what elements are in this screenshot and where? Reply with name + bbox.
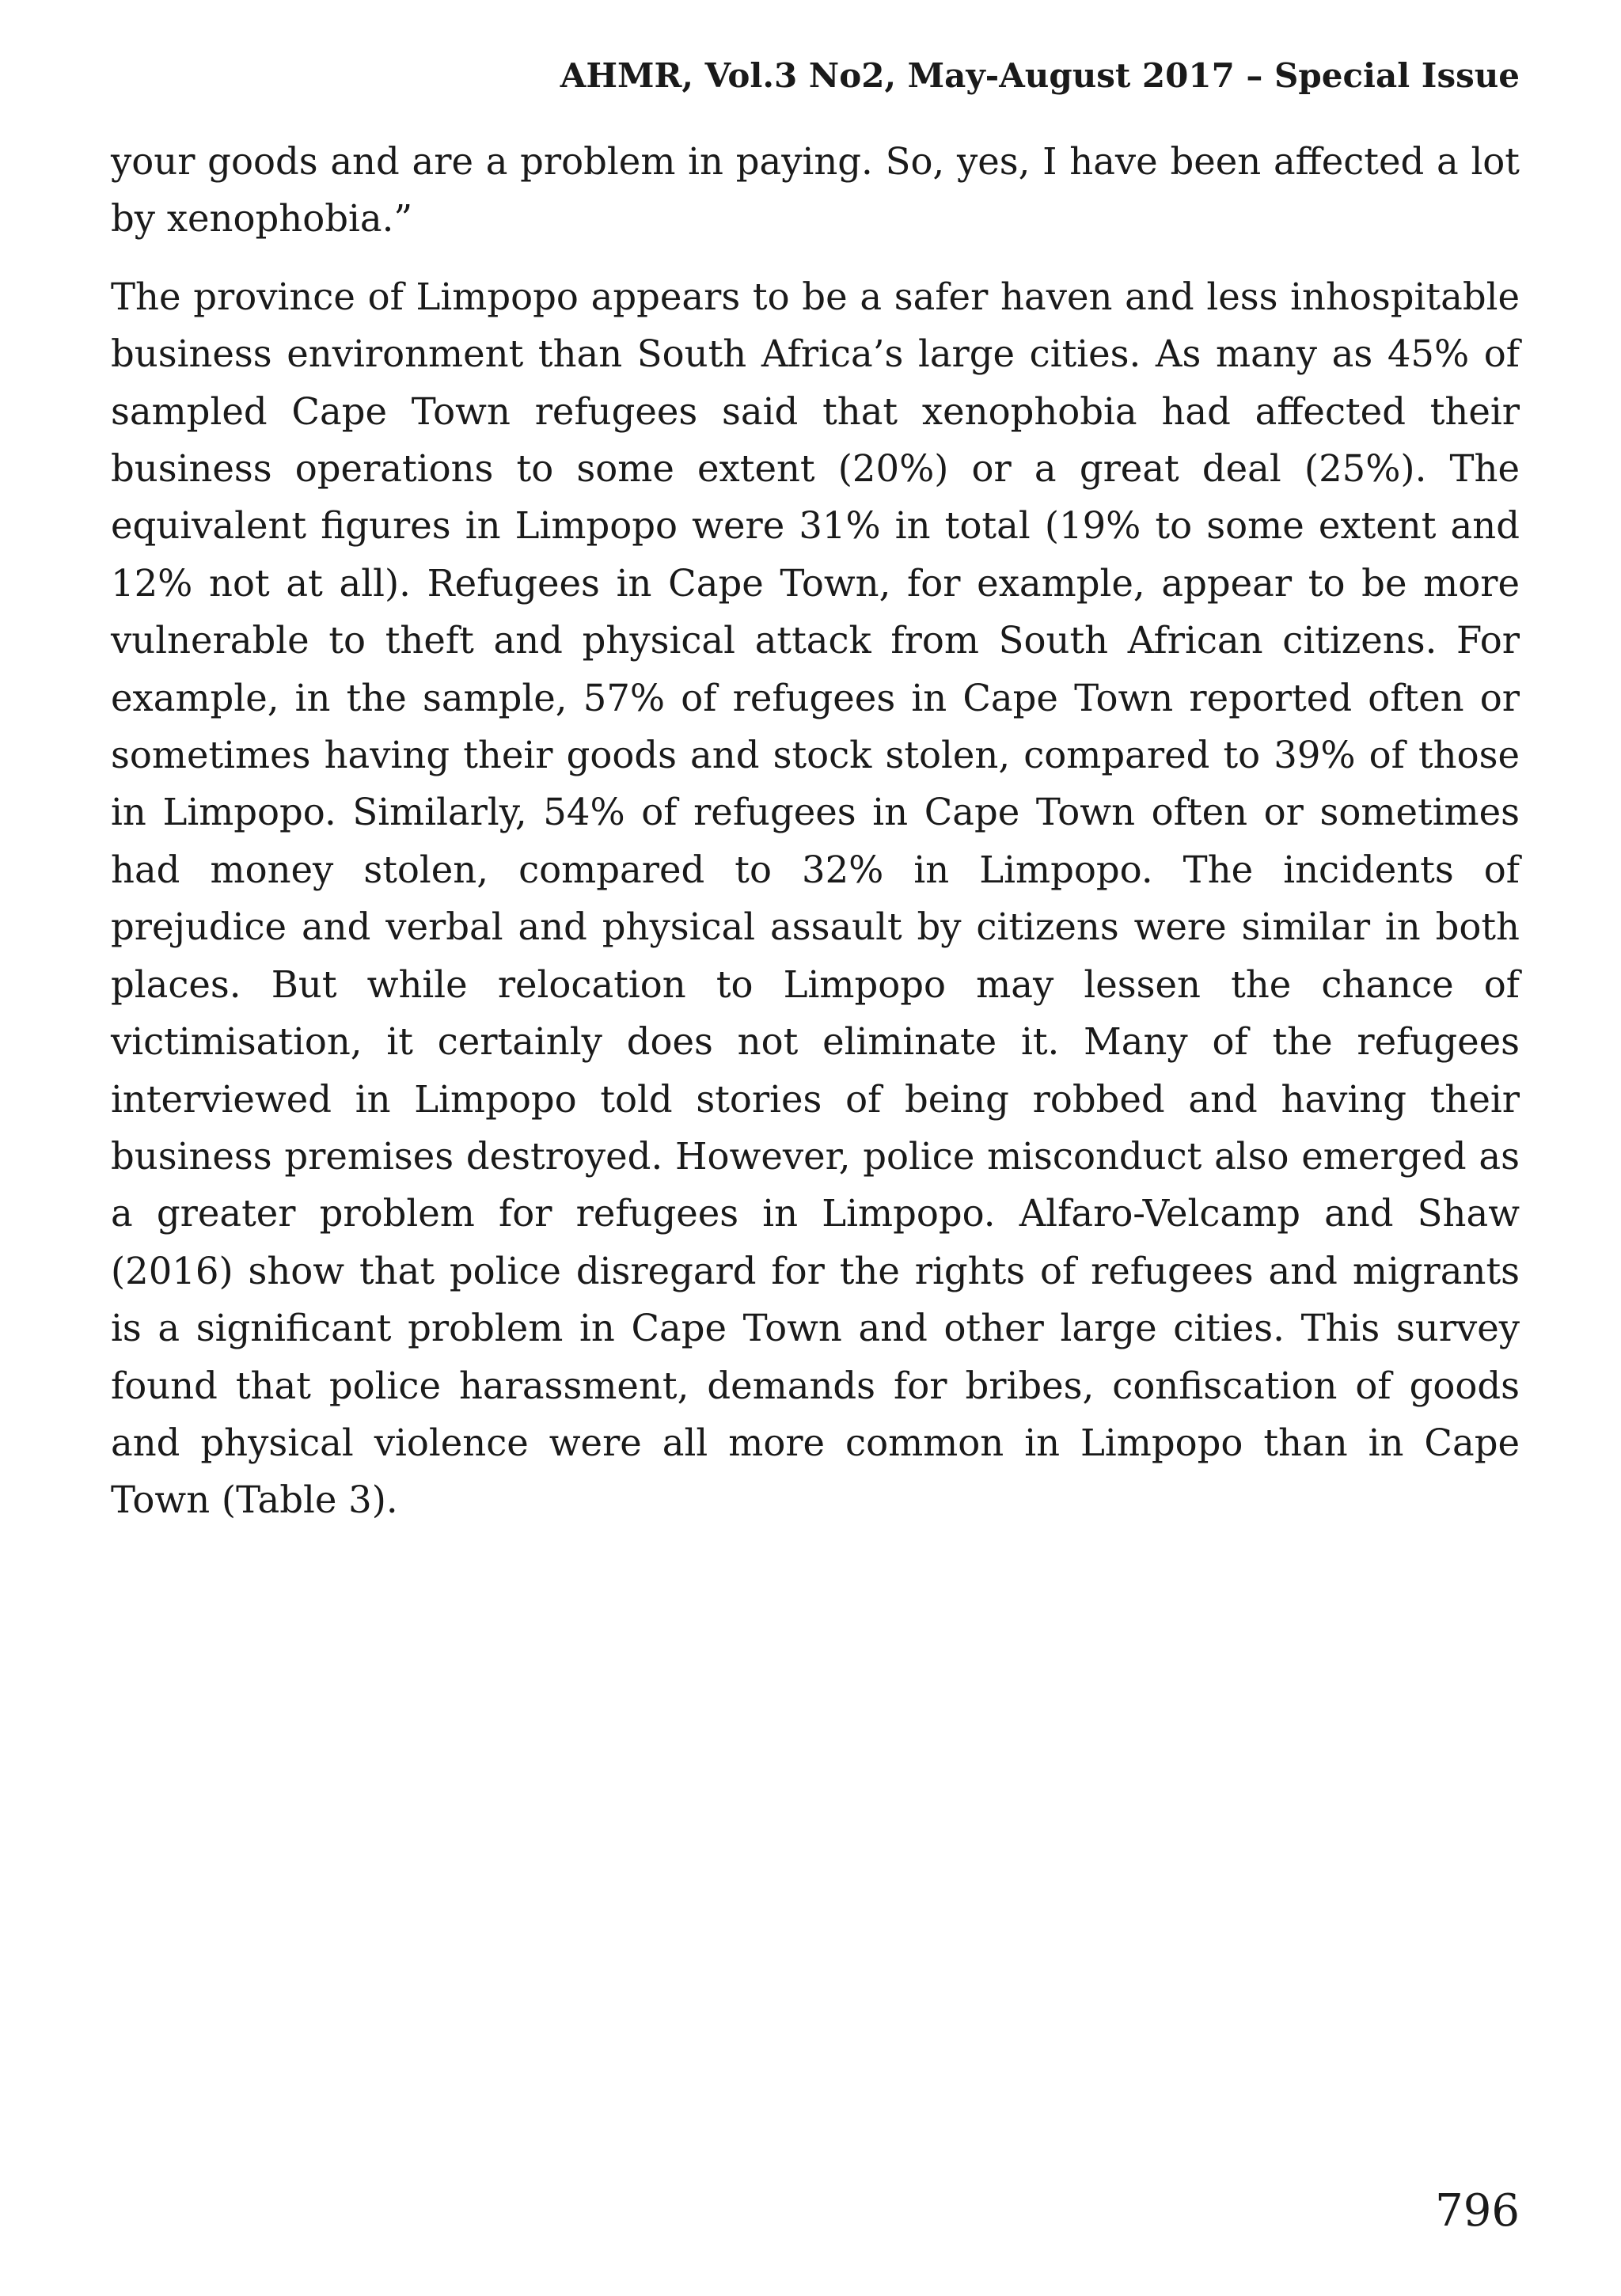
paragraph-limpopo-comparison: The province of Limpopo appears to be a safer haven and less inhospitable business environment than South Africa’s large cities. As many as 45% of sampled Cape Town refugees said that xenophobia had affected their business operations to some extent (20%) or a great deal (25%). The equivalent figures in Limpopo were 31% in total (19% to some extent and 12% not at all). Refugees in Cape Town, for example, appear to be more vulnerable to theft and physical attack from South African citizens. For example, in the sample, 57% of refugees in Cape Town reported often or sometimes having their goods and stock stolen, compared to 39% of those in Limpopo. Similarly, 54% of refugees in Cape Town often or sometimes had money stolen, compared to 32% in Limpopo. The incidents of prejudice and verbal and physical assault by citizens were similar in both places. But while relocation to Limpopo may lessen the chance of victimisation, it certainly does not eliminate it. Many of the refugees interviewed in Limpopo told stories of being robbed and having their business premises destroyed. However, police misconduct also emerged as a greater problem for refugees in Limpopo. Alfaro-Velcamp and Shaw (2016) show that police disregard for the rights of refugees and migrants is a significant problem in Cape Town and other large cities. This survey found that police harassment, demands for bribes, confiscation of goods and physical violence were all more common in Limpopo than in Cape Town (Table 3). (111, 275, 1520, 1522)
paragraph-quote-ending: your goods and are a problem in paying. So, yes, I have been affected a lot by xenophobia.” (111, 140, 1520, 241)
running-header: AHMR, Vol.3 No2, May-August 2017 – Special Issue (560, 56, 1520, 95)
main-content (111, 133, 1520, 1529)
page-number: 796 (1435, 2185, 1520, 2237)
